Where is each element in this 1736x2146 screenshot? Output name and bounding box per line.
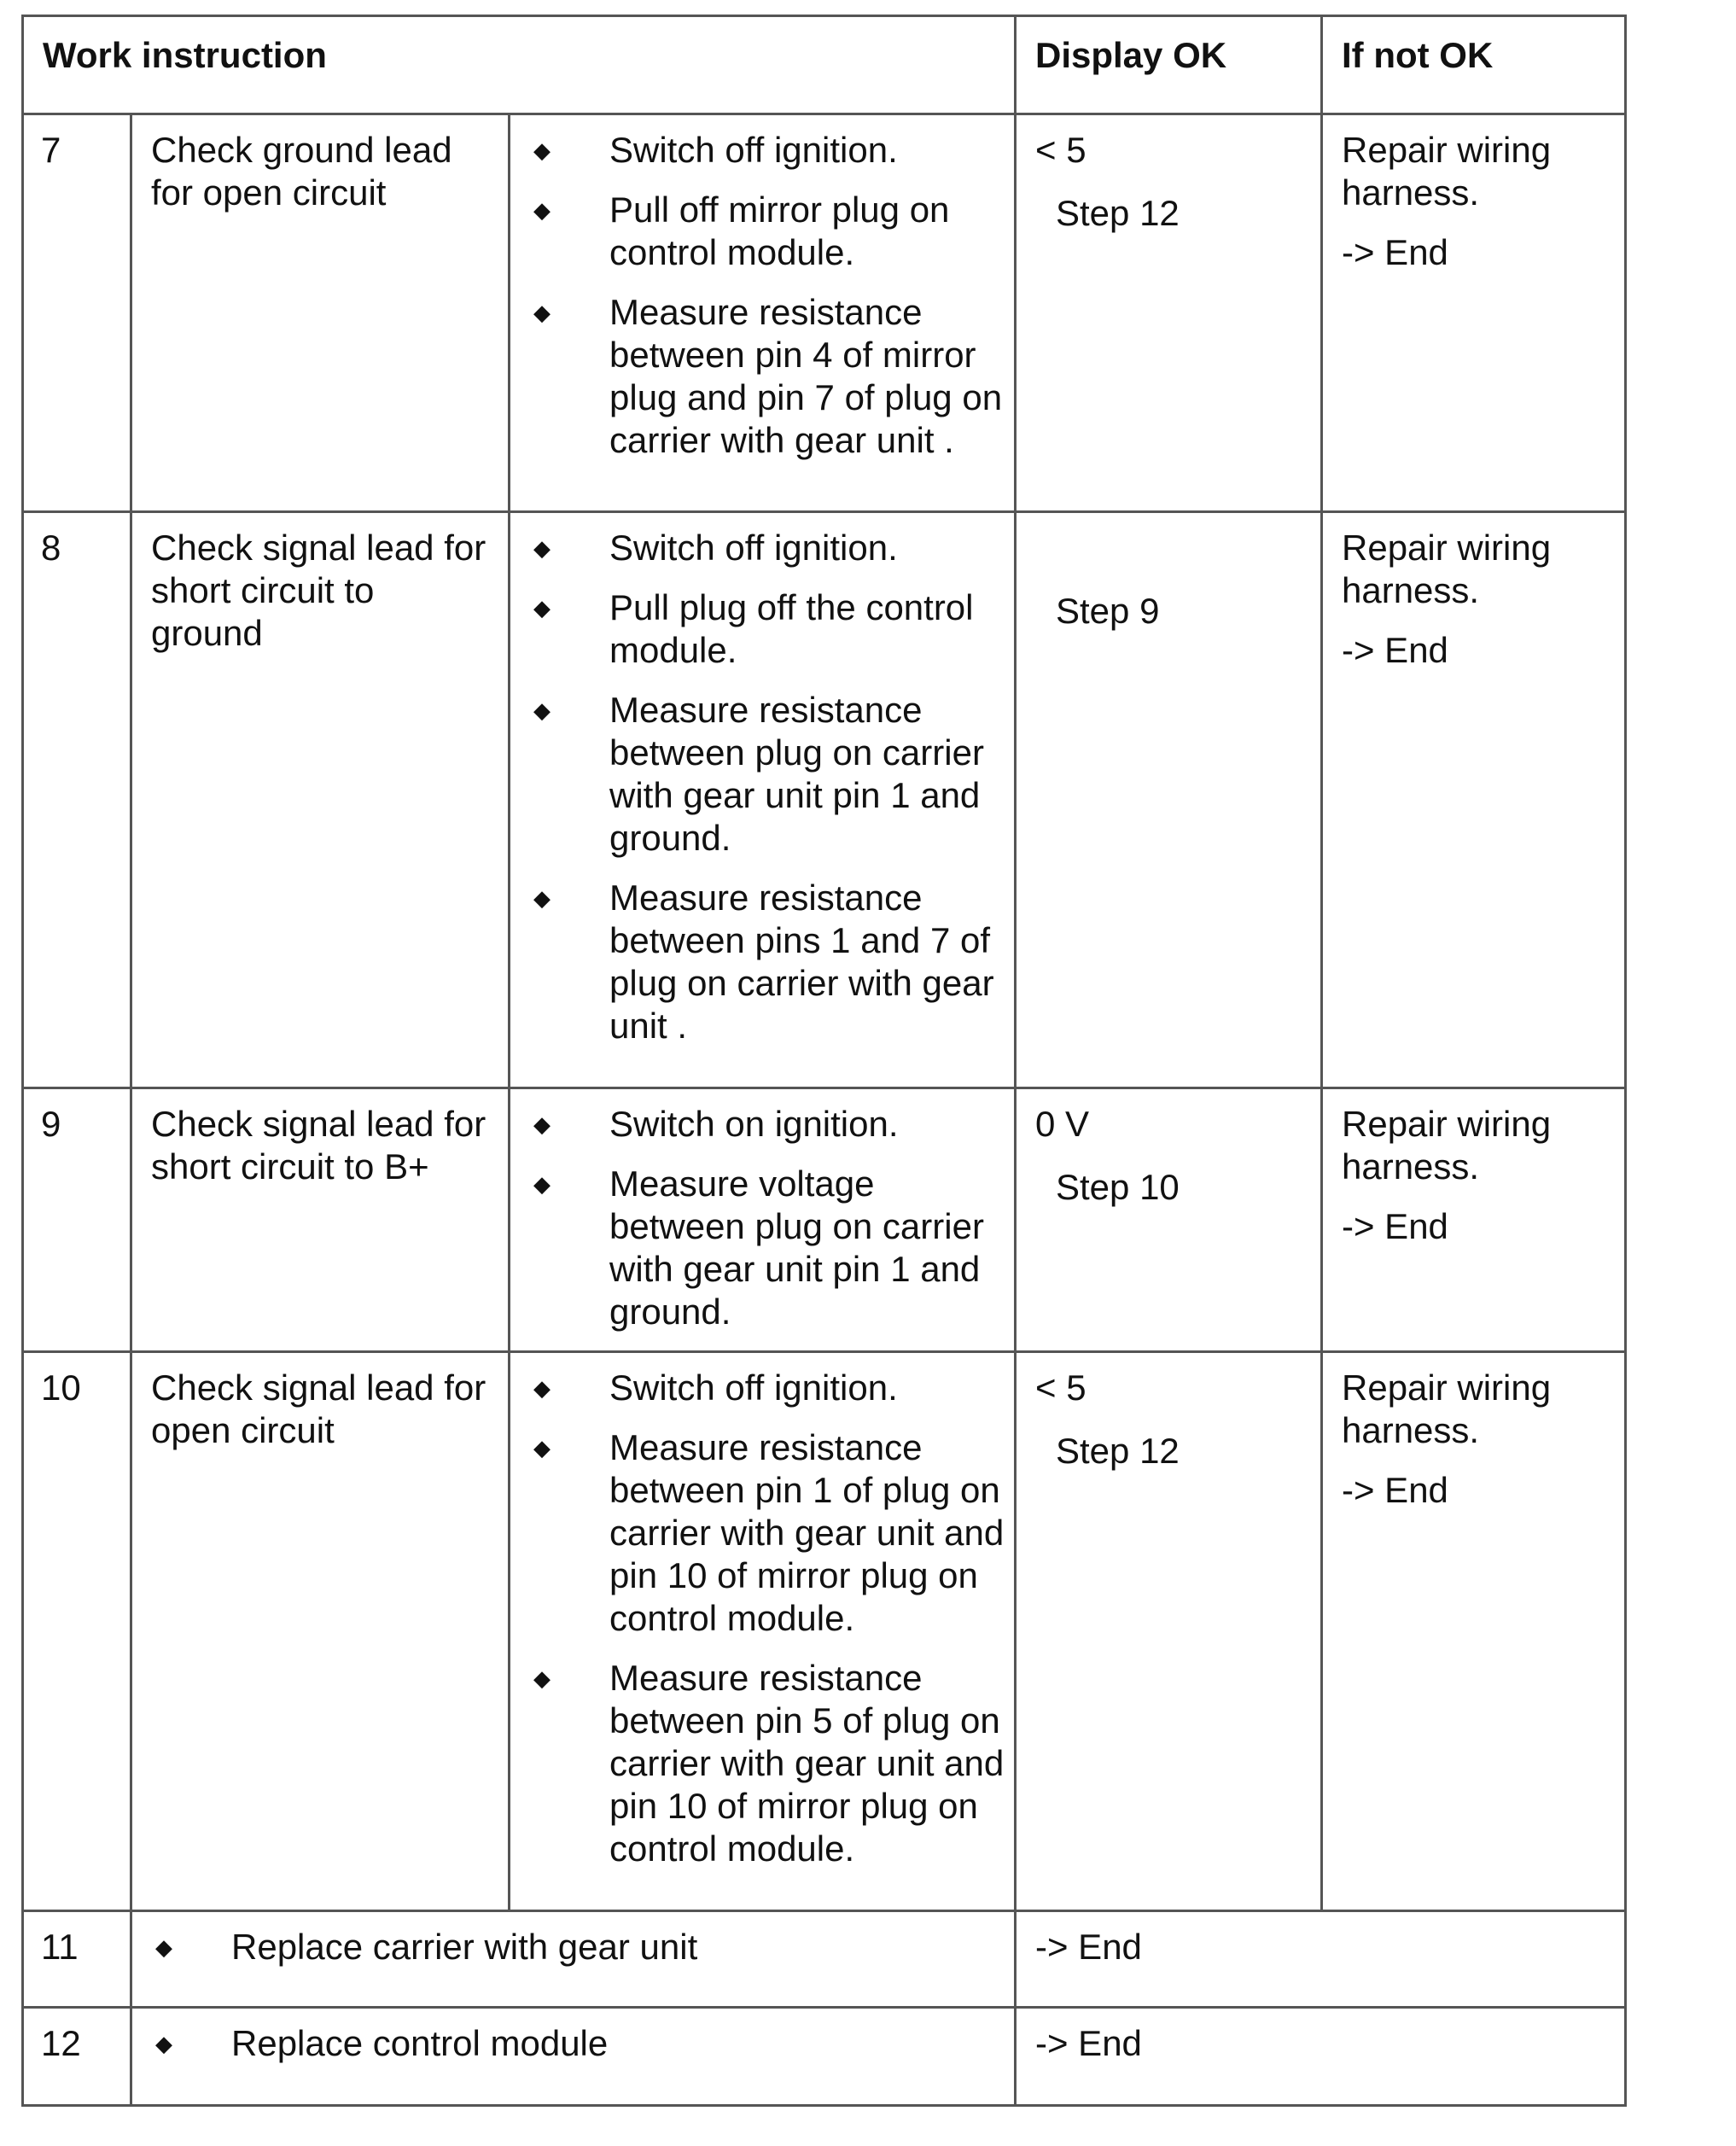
step-number: 9	[23, 1088, 131, 1352]
display-ok-next-step: Step 9	[1056, 591, 1160, 631]
table-header-row	[23, 16, 1626, 114]
if-not-ok-cell	[1322, 1352, 1626, 1911]
display-ok-value: 0 V	[1035, 1104, 1090, 1144]
work-instruction-table	[21, 15, 1627, 2107]
bullet-diamond-icon: ◆	[533, 885, 551, 911]
action-text: Pull plug off the control module.	[609, 587, 974, 670]
list-item	[510, 291, 1005, 462]
if-not-ok-cell	[1322, 114, 1626, 512]
bullet-diamond-icon: ◆	[533, 535, 551, 561]
bullet-diamond-icon: ◆	[533, 1111, 551, 1137]
bullet-diamond-icon: ◆	[533, 197, 551, 223]
if-not-ok-next: -> End	[1342, 1206, 1448, 1246]
list-item	[510, 527, 1005, 569]
if-not-ok-action: Repair wiring harness.	[1342, 130, 1552, 213]
bullet-diamond-icon: ◆	[155, 2031, 172, 2056]
if-not-ok-cell	[1322, 512, 1626, 1088]
display-ok-cell	[1016, 114, 1322, 512]
action-text: Switch on ignition.	[609, 1104, 899, 1144]
list-item	[510, 1367, 1005, 1409]
bullet-diamond-icon: ◆	[155, 1934, 172, 1960]
display-ok-value	[1035, 527, 1303, 569]
action-text: Measure voltage between plug on carrier with gear unit pin 1 and ground.	[609, 1163, 984, 1332]
bullet-diamond-icon: ◆	[533, 1435, 551, 1461]
table-row	[23, 114, 1626, 512]
display-ok-next-step: Step 10	[1056, 1167, 1180, 1207]
table-row	[23, 2008, 1626, 2106]
list-item	[510, 1657, 1005, 1870]
bullet-diamond-icon: ◆	[533, 1171, 551, 1197]
action-text: Measure resistance between pin 5 of plug on carrier with gear unit and pin 10 of mirror plug on control module.	[609, 1658, 1005, 1869]
bullet-diamond-icon: ◆	[533, 137, 551, 163]
action-list-cell	[510, 1352, 1016, 1911]
if-not-ok-next: -> End	[1342, 630, 1448, 670]
action-list-cell	[510, 114, 1016, 512]
if-not-ok-action: Repair wiring harness.	[1342, 1367, 1552, 1450]
action-list	[510, 1089, 1014, 1333]
table-row	[23, 1352, 1626, 1911]
step-number: 12	[23, 2008, 131, 2106]
final-result: -> End	[1016, 1911, 1626, 2008]
display-ok-cell	[1016, 1088, 1322, 1352]
display-ok-cell	[1016, 512, 1322, 1088]
action-list-cell	[510, 512, 1016, 1088]
if-not-ok-cell	[1322, 1088, 1626, 1352]
action-list	[510, 115, 1014, 462]
step-number: 7	[23, 114, 131, 512]
final-action-cell	[131, 2008, 1016, 2106]
step-number: 10	[23, 1352, 131, 1911]
check-description: Check signal lead for open circuit	[131, 1352, 510, 1911]
action-text: Switch off ignition.	[609, 130, 898, 170]
action-text: Switch off ignition.	[609, 1367, 898, 1408]
header-work-instruction: Work instruction	[23, 16, 1016, 114]
list-item	[510, 1103, 1005, 1146]
list-item	[510, 877, 1005, 1047]
list-item	[510, 1163, 1005, 1333]
final-action-text: Replace carrier with gear unit	[231, 1927, 698, 1967]
step-number: 8	[23, 512, 131, 1088]
list-item	[510, 129, 1005, 172]
check-description: Check signal lead for short circuit to B+	[131, 1088, 510, 1352]
final-result: -> End	[1016, 2008, 1626, 2106]
if-not-ok-next: -> End	[1342, 1470, 1448, 1510]
action-list	[510, 1353, 1014, 1870]
bullet-diamond-icon: ◆	[533, 1665, 551, 1691]
action-list	[510, 513, 1014, 1047]
action-list-cell	[510, 1088, 1016, 1352]
display-ok-next-step: Step 12	[1056, 1431, 1180, 1471]
bullet-diamond-icon: ◆	[533, 300, 551, 325]
if-not-ok-action: Repair wiring harness.	[1342, 1104, 1552, 1187]
action-text: Measure resistance between pins 1 and 7 of plug on carrier with gear unit .	[609, 878, 994, 1046]
table-row	[23, 1911, 1626, 2008]
display-ok-value: < 5	[1035, 130, 1086, 170]
list-item	[510, 689, 1005, 860]
table-row	[23, 1088, 1626, 1352]
action-text: Measure resistance between pin 1 of plug on carrier with gear unit and pin 10 of mirror plug on control module.	[609, 1427, 1005, 1638]
header-if-not-ok: If not OK	[1322, 16, 1626, 114]
list-item	[510, 586, 1005, 672]
if-not-ok-next: -> End	[1342, 232, 1448, 272]
step-number: 11	[23, 1911, 131, 2008]
list-item	[510, 189, 1005, 274]
final-action-cell	[131, 1911, 1016, 2008]
display-ok-value: < 5	[1035, 1367, 1086, 1408]
list-item	[510, 1426, 1005, 1640]
if-not-ok-action: Repair wiring harness.	[1342, 528, 1552, 610]
display-ok-next-step: Step 12	[1056, 193, 1180, 233]
bullet-diamond-icon: ◆	[533, 595, 551, 621]
action-text: Pull off mirror plug on control module.	[609, 190, 950, 272]
check-description: Check ground lead for open circuit	[131, 114, 510, 512]
check-description: Check signal lead for short circuit to ground	[131, 512, 510, 1088]
final-action-text: Replace control module	[231, 2023, 609, 2063]
header-display-ok: Display OK	[1016, 16, 1322, 114]
bullet-diamond-icon: ◆	[533, 1375, 551, 1401]
table-row	[23, 512, 1626, 1088]
display-ok-cell	[1016, 1352, 1322, 1911]
action-text: Measure resistance between pin 4 of mirror plug and pin 7 of plug on carrier with gear unit .	[609, 292, 1003, 460]
bullet-diamond-icon: ◆	[533, 697, 551, 723]
action-text: Measure resistance between plug on carrier with gear unit pin 1 and ground.	[609, 690, 984, 858]
action-text: Switch off ignition.	[609, 528, 898, 568]
